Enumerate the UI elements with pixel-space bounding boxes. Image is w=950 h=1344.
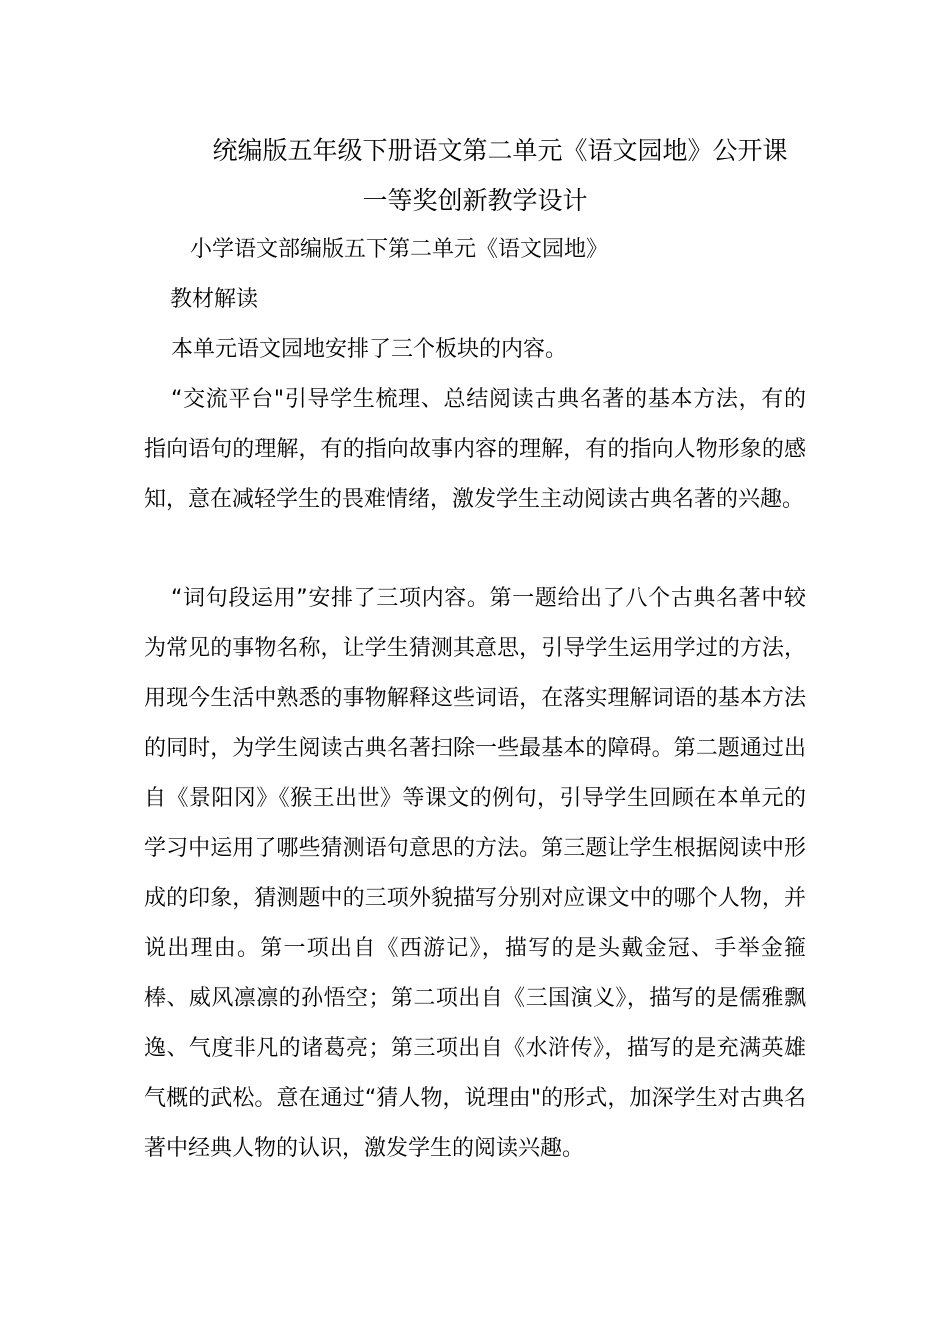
paragraph-word-sentence-usage: “词句段运用”安排了三项内容。第一题给出了八个古典名著中较为常见的事物名称，让学生猜测其意思，引导学生运用学过的方法，用现今生活中熟悉的事物解释这些词语，在落实理解词语的基本方法的同时，为学生阅读古典名著扫除一些最基本的障碍。第二题通过出自《景阳冈》《猴王出世》等课文的例句，引导学生回顾在本单元的学习中运用了哪些猜测语句意思的方法。第三题让学生根据阅读中形成的印象，猜测题中的三项外貌描写分别对应课文中的哪个人物，并说出理由。第一项出自《西游记》，描写的是头戴金冠、手举金箍棒、威风凛凛的孙悟空；第二项出自《三国演义》，描写的是儒雅飘逸、气度非凡的诸葛亮；第三项出自《水浒传》，描写的是充满英雄气概的武松。意在通过“猜人物，说理由"的形式，加深学生对古典名著中经典人物的认识，激发学生的阅读兴趣。 bbox=[144, 586, 806, 1161]
document-subtitle: 小学语文部编版五下第二单元《语文园地》 bbox=[190, 237, 609, 262]
section-heading: 教材解读 bbox=[170, 287, 259, 312]
document-title-line-1: 统编版五年级下册语文第二单元《语文园地》公开课 bbox=[212, 136, 788, 165]
paragraph-intro: 本单元语文园地安排了三个板块的内容。 bbox=[171, 337, 568, 362]
document-title-line-2: 一等奖创新教学设计 bbox=[362, 186, 588, 215]
paragraph-exchange-platform: “交流平台"引导学生梳理、总结阅读古典名著的基本方法，有的指向语句的理解，有的指向故事内容的理解，有的指向人物形象的感知，意在减轻学生的畏难情绪，激发学生主动阅读古典名著的兴趣。 bbox=[144, 387, 806, 512]
